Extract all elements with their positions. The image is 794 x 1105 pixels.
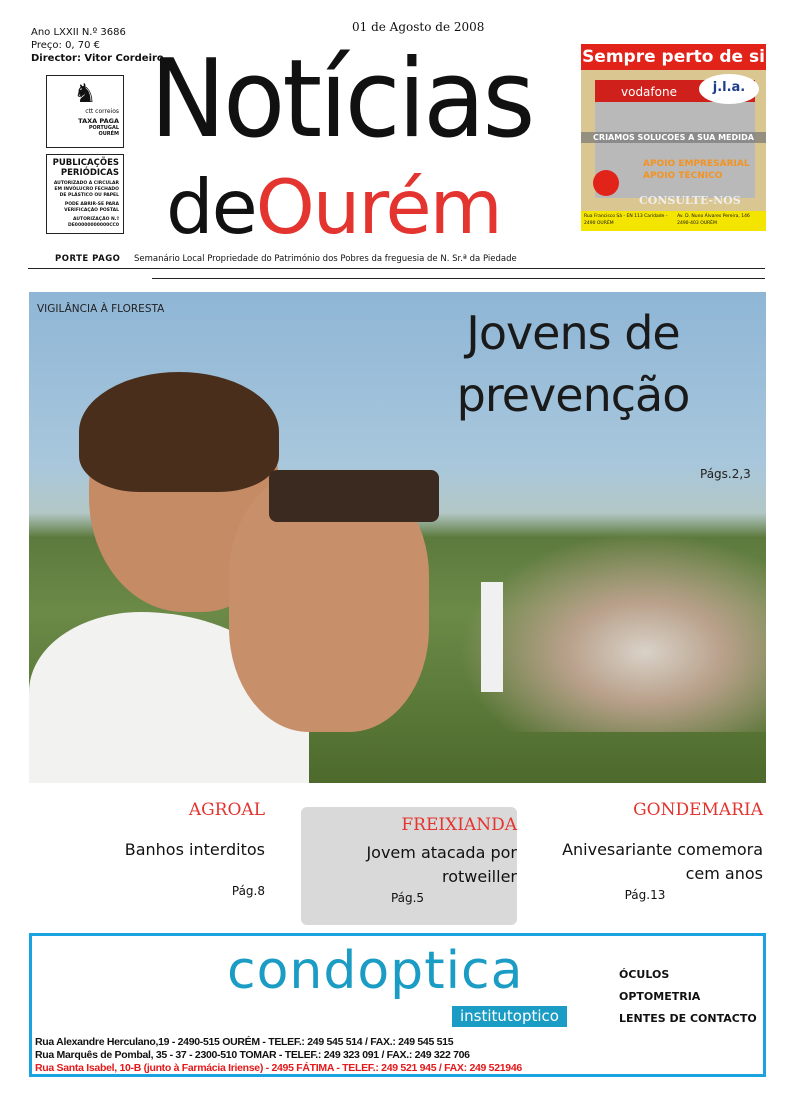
- church-tower: [481, 582, 503, 692]
- condoptica-ad[interactable]: [29, 933, 766, 1077]
- address-ourem: Rua Alexandre Herculano,19 - 2490-515 OURÉM - TELEF.: 249 545 514 / FAX.: 249 545 515: [35, 1036, 454, 1048]
- price: Preço: 0, 70 €: [31, 40, 101, 51]
- jla-logo: j.l.a.: [699, 74, 759, 104]
- auth-text-3: AUTORIZAÇÃO N.º DE00000000000CC0: [68, 217, 119, 228]
- vodafone-jla-ad[interactable]: [581, 44, 766, 231]
- ad-addr-2: Av. D. Nuno Álvares Pereira, 146 2490-403 OURÉM: [677, 214, 750, 226]
- section-freixianda[interactable]: [301, 807, 517, 925]
- section-headline[interactable]: Jovem atacada por rotweiller: [366, 843, 517, 886]
- vodafone-logo-icon: [593, 170, 619, 196]
- town-scene: [459, 532, 766, 732]
- issue-number: Ano LXXII N.º 3686: [31, 27, 126, 38]
- issue-date: 01 de Agosto de 2008: [352, 20, 485, 34]
- section-page: Pág.13: [624, 888, 666, 902]
- section-page: Pág.8: [231, 884, 265, 898]
- vodafone-sign: vodafone: [621, 85, 677, 99]
- lead-photo[interactable]: [29, 292, 766, 783]
- person-hair: [79, 372, 279, 492]
- ourem-label: OURÉM: [98, 131, 119, 137]
- postage-paid-stamp: [46, 75, 124, 148]
- section-headline[interactable]: Banhos interditos: [124, 840, 265, 859]
- section-agroal[interactable]: [30, 800, 265, 918]
- binoculars: [269, 470, 439, 522]
- service-item: LENTES DE CONTACTO: [619, 1012, 757, 1025]
- ctt-label: ctt correios: [85, 108, 119, 115]
- masthead-subtitle: Semanário Local Propriedade do Património dos Pobres da freguesia de N. Sr.ª da Piedade: [134, 254, 517, 264]
- taxa-paga: TAXA PAGA: [78, 117, 119, 125]
- auth-text-1: AUTORIZADO A CIRCULAR EM INVÓLUCRO FECHADO DE PLÁSTICO OU PAPEL: [53, 181, 119, 198]
- auth-text-2: PODE ABRIR-SE PARA VERIFICAÇÃO POSTAL: [64, 202, 119, 213]
- condoptica-logo: condoptica: [227, 941, 524, 1001]
- divider: [152, 278, 765, 279]
- porte-pago: PORTE PAGO: [55, 254, 121, 264]
- horse-rider-icon: ♞: [73, 79, 97, 109]
- title-noticias: Notícias: [150, 37, 533, 162]
- section-name: AGROAL: [188, 800, 265, 820]
- section-page: Pág.5: [390, 891, 425, 905]
- title-ourem: Ourém: [255, 163, 501, 251]
- address-fatima: Rua Santa Isabel, 10-B (junto à Farmácia Iriense) - 2495 FÁTIMA - TELEF.: 249 521 945 / FAX: 249 521946: [35, 1062, 522, 1074]
- portugal-label: PORTUGAL: [88, 125, 119, 131]
- ad-addr-1: Rua Francisco Sá - EN 113 Caridade - 2490 OURÉM: [584, 214, 668, 226]
- director: Director: Vitor Cordeiro: [31, 53, 164, 64]
- ad-consulte: CONSULTE-NOS: [639, 194, 741, 207]
- section-gondemaria[interactable]: [527, 800, 763, 918]
- lead-pages: Págs.2,3: [700, 467, 751, 481]
- address-tomar: Rua Marquês de Pombal, 35 - 37 - 2300-510 TOMAR - TELEF.: 249 323 091 / FAX.: 249 322 706: [35, 1049, 470, 1061]
- ad-band: CRIAMOS SOLUCOES A SUA MEDIDA: [581, 132, 766, 143]
- ad-slogan: Sempre perto de si: [581, 44, 766, 70]
- service-item: OPTOMETRIA: [619, 990, 701, 1003]
- service-item: ÓCULOS: [619, 968, 670, 981]
- apoio-2: APOIO TÉCNICO: [643, 171, 723, 181]
- lead-kicker: VIGILÂNCIA À FLORESTA: [37, 303, 165, 315]
- periodicals-stamp: [46, 154, 124, 234]
- issue-info: [31, 26, 164, 65]
- ad-apoio: [643, 158, 750, 182]
- lead-headline[interactable]: Jovens de prevenção: [456, 306, 690, 422]
- title-de-ourem: [166, 164, 501, 251]
- section-name: FREIXIANDA: [401, 815, 517, 835]
- apoio-1: APOIO EMPRESARIAL: [643, 159, 750, 169]
- services-list: [619, 964, 757, 1030]
- institutoptico-logo: institutoptico: [452, 1006, 567, 1027]
- ad-addresses: [581, 211, 766, 231]
- divider: [28, 268, 765, 269]
- section-name: GONDEMARIA: [633, 800, 763, 820]
- store-addresses: [35, 1036, 522, 1075]
- section-headline[interactable]: Anivesariante comemora cem anos: [562, 840, 763, 883]
- title-de: de: [166, 163, 256, 251]
- pub-title: PUBLICAÇÕES PERIÓDICAS: [52, 158, 119, 178]
